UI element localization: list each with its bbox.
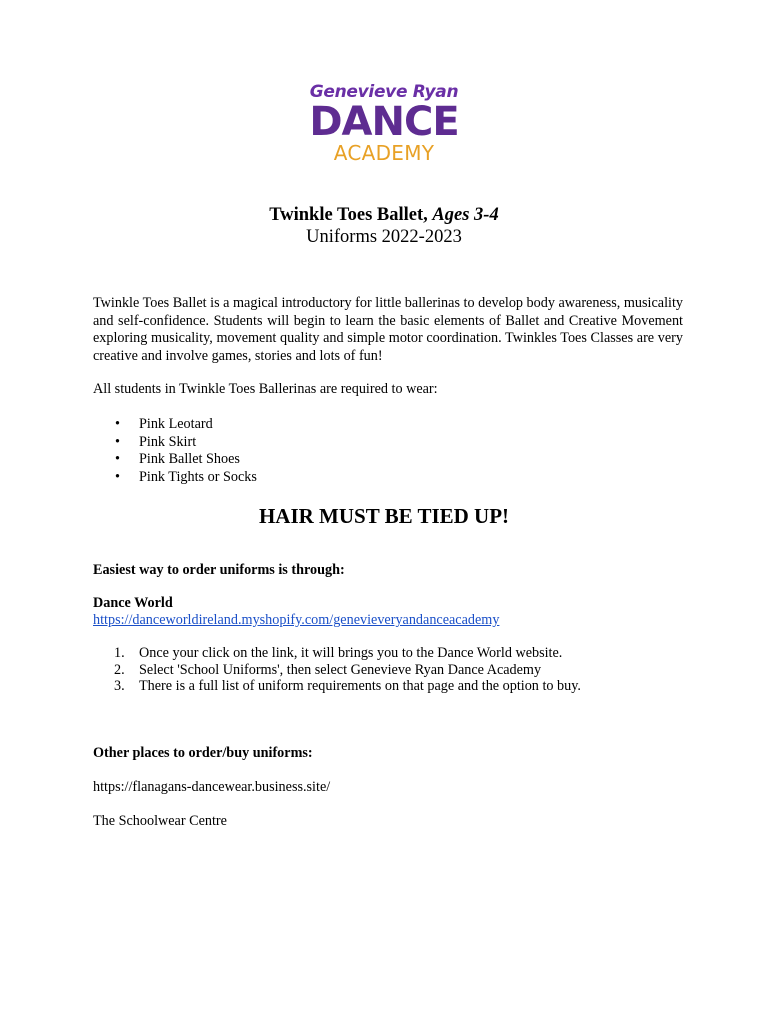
hair-notice: HAIR MUST BE TIED UP! xyxy=(258,504,510,528)
vendor-link[interactable]: https://danceworldireland.myshopify.com/genevieveryandanceacademy xyxy=(93,612,500,628)
step-number: 1. xyxy=(114,645,125,661)
uniform-list xyxy=(93,416,257,486)
class-ages: Ages 3-4 xyxy=(432,205,499,225)
order-steps-list xyxy=(93,645,581,695)
vendor-name: Dance World xyxy=(93,595,173,611)
uniform-item-label: Pink Skirt xyxy=(139,433,197,450)
order-heading: Easiest way to order uniforms is through: xyxy=(93,562,345,578)
bullet-icon: • xyxy=(115,416,120,432)
list-item xyxy=(93,678,581,695)
schoolwear-store-text: The Schoolwear Centre xyxy=(93,813,227,829)
list-item xyxy=(93,662,581,679)
step-number: 2. xyxy=(114,661,125,678)
intro-paragraph: Twinkle Toes Ballet is a magical introductory for little ballerinas to develop body awareness, musicality and self-confidence. Students will begin to learn the basic elements of Ballet and Creative Movement exploring musicality, movement quality and simple motor coordination. Twinkles Toes Classes are very creative and involve games, stories and lots of fun! xyxy=(93,295,683,364)
required-text: All students in Twinkle Toes Ballerinas are required to wear: xyxy=(93,381,438,397)
bullet-icon: • xyxy=(115,468,120,485)
bullet-icon: • xyxy=(115,451,120,467)
list-item xyxy=(93,645,581,662)
step-text: Select 'School Uniforms', then select Genevieve Ryan Dance Academy xyxy=(139,661,542,678)
logo-script-text: Genevieve Ryan xyxy=(309,82,459,102)
list-item xyxy=(93,434,257,452)
flanagans-site-text: https://flanagans-dancewear.business.site/ xyxy=(93,779,331,795)
list-item xyxy=(93,469,257,487)
other-places-heading: Other places to order/buy uniforms: xyxy=(93,745,313,761)
logo-sub-text: ACADEMY xyxy=(333,141,435,165)
step-number: 3. xyxy=(114,678,125,694)
list-item xyxy=(93,451,257,469)
bullet-icon: • xyxy=(115,433,120,450)
logo-main-text: DANCE xyxy=(309,99,459,145)
step-text: Once your click on the link, it will brings you to the Dance World website. xyxy=(139,645,563,661)
class-name: Twinkle Toes Ballet, xyxy=(269,205,428,225)
document-subtitle: Uniforms 2022-2023 xyxy=(306,227,462,247)
uniform-item-label: Pink Ballet Shoes xyxy=(139,451,240,467)
title-line xyxy=(0,204,768,226)
uniform-item-label: Pink Leotard xyxy=(139,416,213,432)
step-text: There is a full list of uniform requirements on that page and the option to buy. xyxy=(139,678,581,694)
list-item xyxy=(93,416,257,434)
academy-logo xyxy=(290,82,478,170)
uniform-item-label: Pink Tights or Socks xyxy=(139,468,257,485)
document-title xyxy=(0,204,768,248)
